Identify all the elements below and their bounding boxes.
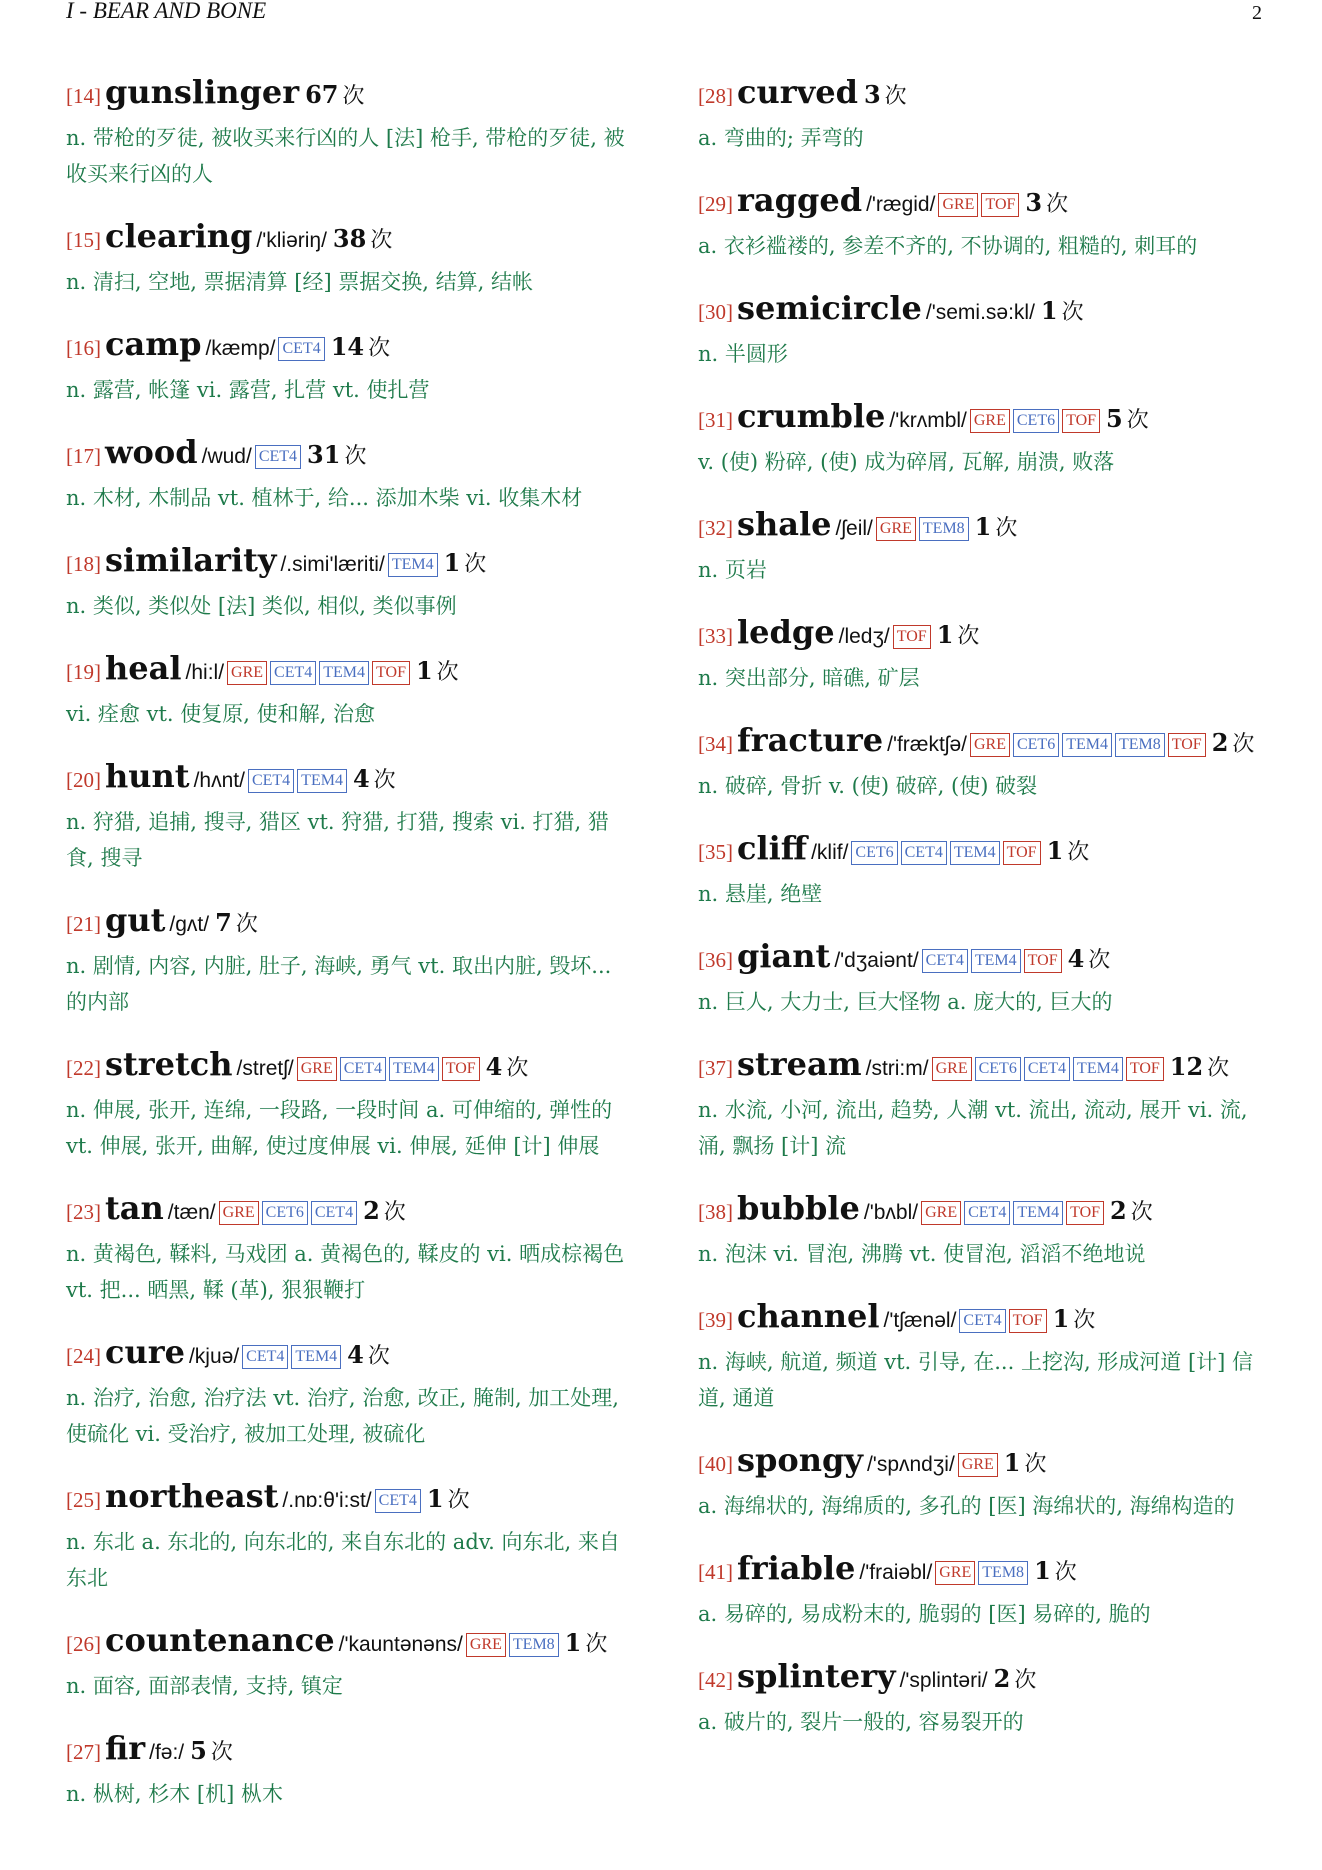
count-unit: 次 xyxy=(370,228,393,253)
definition: n. 页岩 xyxy=(698,558,767,582)
exam-tag: TEM8 xyxy=(919,517,969,541)
occurrence-count: 38 xyxy=(332,224,367,253)
count-unit: 次 xyxy=(585,1632,608,1657)
vocab-entry xyxy=(698,826,1268,912)
exam-tag: GRE xyxy=(958,1453,998,1477)
entry-number: [24] xyxy=(66,1344,101,1368)
entry-number: [33] xyxy=(698,624,733,648)
exam-tag: TOF xyxy=(893,625,931,649)
pronunciation: /tæn/ xyxy=(167,1201,216,1224)
vocab-entry xyxy=(66,214,636,300)
vocab-entry xyxy=(698,1042,1268,1164)
pronunciation: /'bʌbl/ xyxy=(863,1201,919,1224)
vocab-entry xyxy=(66,1186,636,1308)
definition: n. 黄褐色, 鞣料, 马戏团 a. 黄褐色的, 鞣皮的 vi. 晒成棕褐色 vt. 把... 晒黑, 鞣 (革), 狠狠鞭打 xyxy=(66,1242,625,1302)
definition: n. 狩猎, 追捕, 搜寻, 猎区 vt. 狩猎, 打猎, 搜索 vi. 打猎, 猎食, 搜寻 xyxy=(66,810,609,870)
count-unit: 次 xyxy=(1061,300,1084,325)
definition: n. 东北 a. 东北的, 向东北的, 来自东北的 adv. 向东北, 来自东北 xyxy=(66,1530,620,1590)
exam-tag: CET4 xyxy=(340,1057,386,1081)
vocab-entry xyxy=(698,610,1268,696)
entry-number: [14] xyxy=(66,84,101,108)
definition: a. 破片的, 裂片一般的, 容易裂开的 xyxy=(698,1710,1024,1734)
headword: hunt xyxy=(105,757,190,795)
count-unit: 次 xyxy=(447,1488,470,1513)
entry-headline xyxy=(698,826,1268,876)
entry-headline xyxy=(698,70,1268,120)
pronunciation: /'dʒaiənt/ xyxy=(834,949,919,972)
pronunciation: /stretʃ/ xyxy=(236,1057,294,1080)
headword: similarity xyxy=(105,541,277,579)
exam-tag: TOF xyxy=(1168,733,1206,757)
entry-number: [18] xyxy=(66,552,101,576)
occurrence-count: 1 xyxy=(974,512,992,541)
headword: wood xyxy=(105,433,198,471)
vocab-entry xyxy=(698,1546,1268,1632)
count-unit: 次 xyxy=(995,516,1018,541)
headword: fir xyxy=(105,1729,146,1767)
occurrence-count: 2 xyxy=(363,1196,380,1225)
exam-tag: TOF xyxy=(372,661,410,685)
count-unit: 次 xyxy=(344,444,367,469)
exam-tag: TEM4 xyxy=(950,841,1000,865)
exam-tag: GRE xyxy=(876,517,916,541)
headword: bubble xyxy=(737,1189,860,1227)
headword: curved xyxy=(737,73,858,111)
exam-tag: TEM4 xyxy=(291,1345,341,1369)
occurrence-count: 2 xyxy=(1110,1196,1127,1225)
entry-headline xyxy=(698,1042,1268,1092)
headword: stretch xyxy=(105,1045,233,1083)
occurrence-count: 7 xyxy=(215,908,232,937)
pronunciation: /.simi'læriti/ xyxy=(280,553,385,576)
pronunciation: /'splintəri/ xyxy=(899,1669,988,1692)
count-unit: 次 xyxy=(506,1056,529,1081)
exam-tag: TEM8 xyxy=(978,1561,1028,1585)
occurrence-count: 1 xyxy=(564,1628,582,1657)
entry-headline xyxy=(66,1726,636,1776)
exam-tag: TOF xyxy=(1126,1057,1164,1081)
entry-headline xyxy=(698,1186,1268,1236)
entry-number: [31] xyxy=(698,408,733,432)
vocab-entry xyxy=(66,70,636,192)
occurrence-count: 2 xyxy=(1211,728,1229,757)
exam-tag: TEM4 xyxy=(971,949,1021,973)
entry-number: [17] xyxy=(66,444,101,468)
definition: n. 伸展, 张开, 连绵, 一段路, 一段时间 a. 可伸缩的, 弹性的 vt. 伸展, 张开, 曲解, 使过度伸展 vi. 伸展, 延伸 [计] 伸展 xyxy=(66,1098,613,1158)
headword: ledge xyxy=(737,613,835,651)
headword: splintery xyxy=(737,1657,896,1695)
entry-headline xyxy=(698,178,1268,228)
exam-tag: TEM4 xyxy=(388,553,438,577)
entry-number: [27] xyxy=(66,1740,101,1764)
exam-tag: TOF xyxy=(1003,841,1041,865)
pronunciation: /ledʒ/ xyxy=(838,625,890,648)
count-unit: 次 xyxy=(210,1740,233,1765)
occurrence-count: 2 xyxy=(993,1664,1011,1693)
occurrence-count: 1 xyxy=(443,548,461,577)
exam-tag: TOF xyxy=(1024,949,1062,973)
entry-number: [16] xyxy=(66,336,101,360)
entry-headline xyxy=(66,1330,636,1380)
headword: friable xyxy=(737,1549,856,1587)
vocab-entry xyxy=(698,178,1268,264)
count-unit: 次 xyxy=(1232,732,1255,757)
pronunciation: /klif/ xyxy=(811,841,849,864)
definition: a. 衣衫褴褛的, 参差不齐的, 不协调的, 粗糙的, 刺耳的 xyxy=(698,234,1198,258)
entry-headline xyxy=(66,1474,636,1524)
occurrence-count: 31 xyxy=(307,440,341,469)
entry-headline xyxy=(66,1186,636,1236)
entry-number: [40] xyxy=(698,1452,733,1476)
vocab-entry xyxy=(66,1042,636,1164)
entry-number: [34] xyxy=(698,732,733,756)
count-unit: 次 xyxy=(884,84,907,109)
vocab-entry xyxy=(698,286,1268,372)
occurrence-count: 14 xyxy=(330,332,365,361)
count-unit: 次 xyxy=(957,624,980,649)
entry-headline xyxy=(66,70,636,120)
exam-tag: CET4 xyxy=(959,1309,1005,1333)
entry-headline xyxy=(66,538,636,588)
definition: n. 突出部分, 暗礁, 矿层 xyxy=(698,666,920,690)
entry-number: [19] xyxy=(66,660,101,684)
pronunciation: /'rægid/ xyxy=(866,193,936,216)
headword: gut xyxy=(105,901,166,939)
definition: n. 露营, 帐篷 vi. 露营, 扎营 vt. 使扎营 xyxy=(66,378,430,402)
definition: n. 枞树, 杉木 [机] 枞木 xyxy=(66,1782,283,1806)
entry-headline xyxy=(66,754,636,804)
headword: channel xyxy=(737,1297,880,1335)
occurrence-count: 5 xyxy=(190,1736,207,1765)
vocab-entry xyxy=(66,430,636,516)
entry-headline xyxy=(698,1294,1268,1344)
pronunciation: /hʌnt/ xyxy=(193,769,245,792)
page-number: 2 xyxy=(1252,2,1262,24)
occurrence-count: 1 xyxy=(1034,1556,1051,1585)
entry-number: [32] xyxy=(698,516,733,540)
entry-headline xyxy=(698,1546,1268,1596)
definition: n. 类似, 类似处 [法] 类似, 相似, 类似事例 xyxy=(66,594,457,618)
exam-tag: TEM4 xyxy=(1013,1201,1063,1225)
pronunciation: /'tʃænəl/ xyxy=(883,1309,957,1332)
exam-tag: TOF xyxy=(442,1057,480,1081)
entry-number: [30] xyxy=(698,300,733,324)
headword: camp xyxy=(105,325,202,363)
exam-tag: TEM4 xyxy=(1062,733,1112,757)
entry-number: [38] xyxy=(698,1200,733,1224)
entry-headline xyxy=(698,718,1268,768)
occurrence-count: 4 xyxy=(485,1052,503,1081)
exam-tag: GRE xyxy=(970,733,1010,757)
definition: n. 带枪的歹徒, 被收买来行凶的人 [法] 枪手, 带枪的歹徒, 被收买来行凶的人 xyxy=(66,126,625,186)
definition: n. 水流, 小河, 流出, 趋势, 人潮 vt. 流出, 流动, 展开 vi. 流, 涌, 飘扬 [计] 流 xyxy=(698,1098,1248,1158)
pronunciation: /fə:/ xyxy=(149,1741,185,1764)
definition: n. 破碎, 骨折 v. (使) 破碎, (使) 破裂 xyxy=(698,774,1038,798)
definition: n. 悬崖, 绝壁 xyxy=(698,882,823,906)
headword: stream xyxy=(737,1045,862,1083)
vocab-entry xyxy=(66,322,636,408)
pronunciation: /'fræktʃə/ xyxy=(887,733,967,756)
entry-headline xyxy=(698,286,1268,336)
entry-headline xyxy=(66,214,636,264)
occurrence-count: 1 xyxy=(936,620,954,649)
exam-tag: GRE xyxy=(970,409,1010,433)
pronunciation: /'spʌndʒi/ xyxy=(866,1453,955,1476)
vocab-entry xyxy=(66,538,636,624)
exam-tag: TOF xyxy=(1009,1309,1047,1333)
occurrence-count: 1 xyxy=(1052,1304,1070,1333)
headword: cliff xyxy=(737,829,808,867)
vocab-entry xyxy=(66,1618,636,1704)
exam-tag: CET4 xyxy=(375,1489,421,1513)
definition: n. 治疗, 治愈, 治疗法 vt. 治疗, 治愈, 改正, 腌制, 加工处理, 使硫化 vi. 受治疗, 被加工处理, 被硫化 xyxy=(66,1386,619,1446)
exam-tag: CET4 xyxy=(311,1201,357,1225)
entry-number: [35] xyxy=(698,840,733,864)
exam-tag: GRE xyxy=(297,1057,337,1081)
exam-tag: CET6 xyxy=(975,1057,1021,1081)
exam-tag: GRE xyxy=(932,1057,972,1081)
left-column xyxy=(66,70,636,1834)
vocab-entry xyxy=(698,70,1268,156)
count-unit: 次 xyxy=(373,768,396,793)
occurrence-count: 1 xyxy=(415,656,433,685)
vocab-entry xyxy=(698,502,1268,588)
exam-tag: CET6 xyxy=(1013,733,1059,757)
entry-headline xyxy=(698,1654,1268,1704)
definition: a. 弯曲的; 弄弯的 xyxy=(698,126,864,150)
entry-number: [37] xyxy=(698,1056,733,1080)
count-unit: 次 xyxy=(1088,948,1111,973)
exam-tag: CET4 xyxy=(270,661,316,685)
pronunciation: /wud/ xyxy=(201,445,252,468)
entry-number: [20] xyxy=(66,768,101,792)
definition: n. 面容, 面部表情, 支持, 镇定 xyxy=(66,1674,343,1698)
occurrence-count: 4 xyxy=(1067,944,1085,973)
right-column xyxy=(698,70,1268,1762)
pronunciation: /'fraiəbl/ xyxy=(859,1561,933,1584)
entry-number: [15] xyxy=(66,228,101,252)
running-header: I - BEAR AND BONE xyxy=(66,0,267,23)
entry-headline xyxy=(66,1042,636,1092)
vocab-entry xyxy=(66,646,636,732)
vocab-entry xyxy=(698,1438,1268,1524)
occurrence-count: 12 xyxy=(1169,1052,1204,1081)
count-unit: 次 xyxy=(383,1200,406,1225)
entry-headline xyxy=(698,394,1268,444)
exam-tag: CET4 xyxy=(901,841,947,865)
headword: countenance xyxy=(105,1621,335,1659)
entry-number: [23] xyxy=(66,1200,101,1224)
pronunciation: /'kauntənəns/ xyxy=(338,1633,463,1656)
entry-headline xyxy=(66,898,636,948)
headword: ragged xyxy=(737,181,863,219)
definition: n. 剧情, 内容, 内脏, 肚子, 海峡, 勇气 vt. 取出内脏, 毁坏... 的内部 xyxy=(66,954,612,1014)
count-unit: 次 xyxy=(1126,408,1149,433)
vocab-entry xyxy=(698,394,1268,480)
exam-tag: TEM4 xyxy=(389,1057,439,1081)
headword: clearing xyxy=(105,217,253,255)
occurrence-count: 4 xyxy=(347,1340,364,1369)
definition: n. 清扫, 空地, 票据清算 [经] 票据交换, 结算, 结帐 xyxy=(66,270,534,294)
count-unit: 次 xyxy=(235,912,258,937)
vocab-entry xyxy=(698,1654,1268,1740)
exam-tag: CET4 xyxy=(1024,1057,1070,1081)
entry-number: [22] xyxy=(66,1056,101,1080)
definition: vi. 痊愈 vt. 使复原, 使和解, 治愈 xyxy=(66,702,375,726)
pronunciation: /stri:m/ xyxy=(865,1057,929,1080)
occurrence-count: 4 xyxy=(352,764,370,793)
vocab-entry xyxy=(698,718,1268,804)
count-unit: 次 xyxy=(1046,192,1069,217)
exam-tag: GRE xyxy=(938,193,978,217)
headword: fracture xyxy=(737,721,884,759)
occurrence-count: 3 xyxy=(863,80,881,109)
vocab-entry xyxy=(66,1474,636,1596)
exam-tag: TOF xyxy=(981,193,1019,217)
vocab-entry xyxy=(66,754,636,876)
count-unit: 次 xyxy=(1024,1452,1047,1477)
count-unit: 次 xyxy=(1073,1308,1096,1333)
entry-headline xyxy=(698,502,1268,552)
pronunciation: /'krʌmbl/ xyxy=(889,409,967,432)
headword: tan xyxy=(105,1189,164,1227)
headword: heal xyxy=(105,649,182,687)
definition: a. 海绵状的, 海绵质的, 多孔的 [医] 海绵状的, 海绵构造的 xyxy=(698,1494,1235,1518)
entry-headline xyxy=(66,430,636,480)
definition: n. 海峡, 航道, 频道 vt. 引导, 在... 上挖沟, 形成河道 [计] 信道, 通道 xyxy=(698,1350,1254,1410)
pronunciation: /kjuə/ xyxy=(188,1345,240,1368)
exam-tag: TEM4 xyxy=(319,661,369,685)
headword: semicircle xyxy=(737,289,922,327)
occurrence-count: 1 xyxy=(426,1484,444,1513)
count-unit: 次 xyxy=(1054,1560,1077,1585)
exam-tag: GRE xyxy=(935,1561,975,1585)
entry-headline xyxy=(66,646,636,696)
count-unit: 次 xyxy=(1207,1056,1230,1081)
exam-tag: GRE xyxy=(227,661,267,685)
pronunciation: /ʃeil/ xyxy=(835,517,873,540)
exam-tag: CET4 xyxy=(255,445,301,469)
vocab-entry xyxy=(66,898,636,1020)
exam-tag: CET4 xyxy=(248,769,294,793)
pronunciation: /hi:l/ xyxy=(185,661,225,684)
entry-number: [41] xyxy=(698,1560,733,1584)
definition: n. 巨人, 大力士, 巨大怪物 a. 庞大的, 巨大的 xyxy=(698,990,1113,1014)
exam-tag: TOF xyxy=(1066,1201,1104,1225)
exam-tag: TEM4 xyxy=(297,769,347,793)
headword: giant xyxy=(737,937,831,975)
headword: shale xyxy=(737,505,832,543)
count-unit: 次 xyxy=(368,336,391,361)
entry-headline xyxy=(698,934,1268,984)
exam-tag: CET4 xyxy=(922,949,968,973)
count-unit: 次 xyxy=(1014,1668,1037,1693)
definition: n. 木材, 木制品 vt. 植林于, 给... 添加木柴 vi. 收集木材 xyxy=(66,486,583,510)
exam-tag: TEM8 xyxy=(1115,733,1165,757)
pronunciation: /kæmp/ xyxy=(205,337,276,360)
occurrence-count: 5 xyxy=(1106,404,1123,433)
vocab-entry xyxy=(698,1294,1268,1416)
entry-number: [29] xyxy=(698,192,733,216)
exam-tag: CET6 xyxy=(851,841,897,865)
exam-tag: TEM8 xyxy=(509,1633,559,1657)
occurrence-count: 1 xyxy=(1003,1448,1021,1477)
pronunciation: /.nɒ:θ'i:st/ xyxy=(282,1489,372,1512)
exam-tag: TEM4 xyxy=(1073,1057,1123,1081)
headword: gunslinger xyxy=(105,73,300,111)
entry-number: [36] xyxy=(698,948,733,972)
entry-number: [42] xyxy=(698,1668,733,1692)
count-unit: 次 xyxy=(1067,840,1090,865)
entry-headline xyxy=(698,610,1268,660)
vocab-entry xyxy=(66,1726,636,1812)
headword: spongy xyxy=(737,1441,863,1479)
pronunciation: /'kliəriŋ/ xyxy=(256,229,327,252)
definition: n. 半圆形 xyxy=(698,342,788,366)
entry-number: [21] xyxy=(66,912,101,936)
headword: crumble xyxy=(737,397,886,435)
entry-number: [28] xyxy=(698,84,733,108)
entry-number: [26] xyxy=(66,1632,101,1656)
headword: northeast xyxy=(105,1477,279,1515)
occurrence-count: 67 xyxy=(305,80,339,109)
pronunciation: /'semi.sə:kl/ xyxy=(925,301,1035,324)
exam-tag: CET4 xyxy=(242,1345,288,1369)
definition: a. 易碎的, 易成粉末的, 脆弱的 [医] 易碎的, 脆的 xyxy=(698,1602,1151,1626)
exam-tag: GRE xyxy=(466,1633,506,1657)
exam-tag: CET4 xyxy=(964,1201,1010,1225)
exam-tag: TOF xyxy=(1062,409,1100,433)
entry-number: [39] xyxy=(698,1308,733,1332)
definition: v. (使) 粉碎, (使) 成为碎屑, 瓦解, 崩溃, 败落 xyxy=(698,450,1115,474)
headword: cure xyxy=(105,1333,185,1371)
vocab-entry xyxy=(66,1330,636,1452)
exam-tag: GRE xyxy=(921,1201,961,1225)
vocab-entry xyxy=(698,934,1268,1020)
count-unit: 次 xyxy=(1130,1200,1153,1225)
occurrence-count: 1 xyxy=(1040,296,1058,325)
entry-headline xyxy=(66,1618,636,1668)
count-unit: 次 xyxy=(342,84,365,109)
occurrence-count: 3 xyxy=(1025,188,1043,217)
definition: n. 泡沫 vi. 冒泡, 沸腾 vt. 使冒泡, 滔滔不绝地说 xyxy=(698,1242,1146,1266)
count-unit: 次 xyxy=(436,660,459,685)
occurrence-count: 1 xyxy=(1046,836,1064,865)
count-unit: 次 xyxy=(367,1344,390,1369)
vocab-entry xyxy=(698,1186,1268,1272)
exam-tag: GRE xyxy=(219,1201,259,1225)
entry-number: [25] xyxy=(66,1488,101,1512)
exam-tag: CET4 xyxy=(278,337,324,361)
exam-tag: CET6 xyxy=(1013,409,1059,433)
exam-tag: CET6 xyxy=(262,1201,308,1225)
entry-headline xyxy=(698,1438,1268,1488)
count-unit: 次 xyxy=(464,552,487,577)
pronunciation: /gʌt/ xyxy=(169,913,210,936)
entry-headline xyxy=(66,322,636,372)
